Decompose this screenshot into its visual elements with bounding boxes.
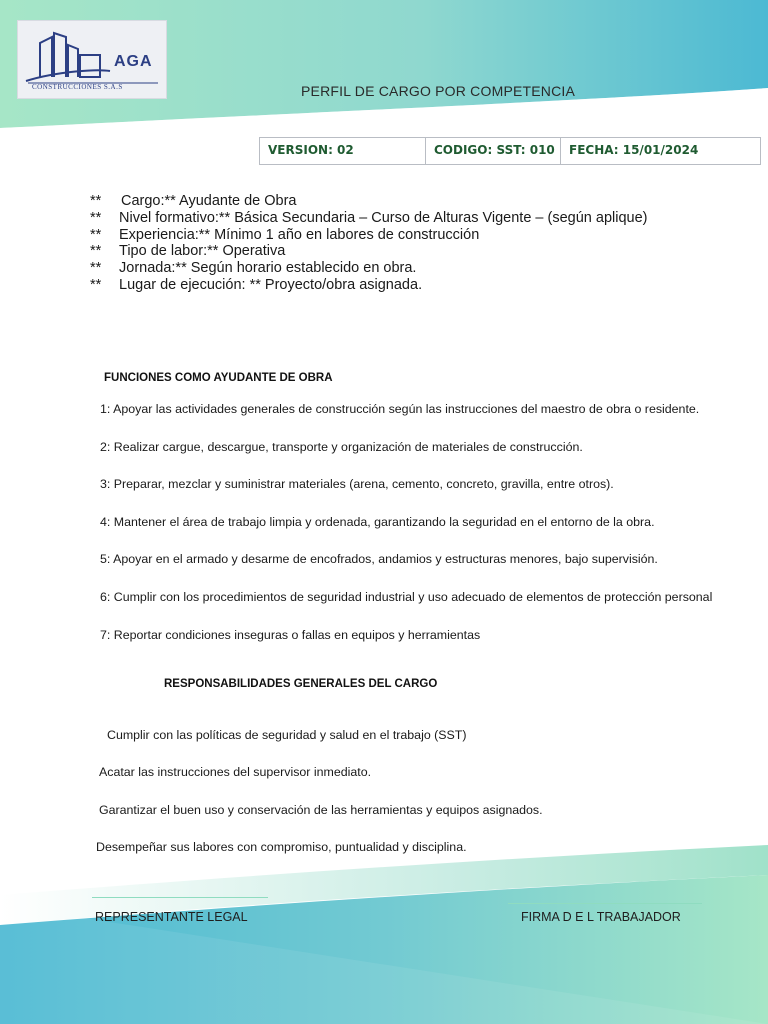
worker-signature-line [508,903,702,904]
bullet-marker: ** [90,276,102,293]
responsibility-item: Garantizar el buen uso y conservación de las herramientas y equipos asignados. [99,803,543,817]
footer-wave-graphic [0,845,768,1024]
responsibility-item: Desempeñar sus labores con compromiso, puntualidad y disciplina. [96,840,467,854]
function-item: 6: Cumplir con los procedimientos de seguridad industrial y uso adecuado de elementos de protección personal [100,590,713,604]
bullet-marker: ** [90,209,102,226]
bullet-marker: ** [90,260,102,277]
profile-item-nivel [90,210,647,227]
worker-signature-label: FIRMA D E L TRABAJADOR [521,910,681,924]
responsibility-item: Cumplir con las políticas de seguridad y salud en el trabajo (SST) [107,728,467,742]
profile-summary-list [90,193,647,294]
document-meta-table [259,137,761,165]
profile-item-cargo [90,193,647,210]
logo-subtitle: CONSTRUCCIONES S.A.S [32,83,123,91]
profile-text: Cargo:** Ayudante de Obra [121,193,297,209]
date-cell: FECHA: 15/01/2024 [569,143,699,157]
version-cell: VERSION: 02 [260,138,426,164]
function-item: 7: Reportar condiciones inseguras o fallas en equipos y herramientas [100,628,481,642]
bullet-marker: ** [90,193,102,209]
code-cell: CODIGO: SST: 010 [426,138,561,164]
function-item: 1: Apoyar las actividades generales de construcción según las instrucciones del maestro de obra o residente. [100,402,700,416]
profile-text: Nivel formativo:** Básica Secundaria – Curso de Alturas Vigente – (según aplique) [119,209,648,226]
function-item: 4: Mantener el área de trabajo limpia y ordenada, garantizando la seguridad en el entorno de la obra. [100,515,655,529]
legal-rep-label: REPRESENTANTE LEGAL [95,910,248,924]
profile-item-experiencia [90,227,647,244]
function-item: 2: Realizar cargue, descargue, transporte y organización de materiales de construcción. [100,440,583,454]
profile-text: Tipo de labor:** Operativa [119,243,286,260]
page-title: PERFIL DE CARGO POR COMPETENCIA [301,83,576,99]
logo-wordmark: AGA [114,53,153,70]
profile-item-tipo-labor [90,243,647,260]
functions-heading: FUNCIONES COMO AYUDANTE DE OBRA [104,372,333,384]
responsibility-item: Acatar las instrucciones del supervisor inmediato. [99,765,372,779]
profile-item-jornada [90,260,647,277]
function-item: 5: Apoyar en el armado y desarme de encofrados, andamios y estructuras menores, bajo supervisión. [100,552,658,566]
profile-text: Lugar de ejecución: ** Proyecto/obra asignada. [119,276,423,293]
company-logo [17,20,167,99]
profile-text: Experiencia:** Mínimo 1 año en labores de construcción [119,226,480,243]
bullet-marker: ** [90,243,102,260]
bullet-marker: ** [90,226,102,243]
profile-item-lugar [90,277,647,294]
profile-text: Jornada:** Según horario establecido en obra. [119,260,417,277]
legal-rep-signature-line [92,897,268,898]
responsibilities-heading: RESPONSABILIDADES GENERALES DEL CARGO [164,678,438,690]
function-item: 3: Preparar, mezclar y suministrar materiales (arena, cemento, concreto, gravilla, entre otros). [100,477,614,491]
